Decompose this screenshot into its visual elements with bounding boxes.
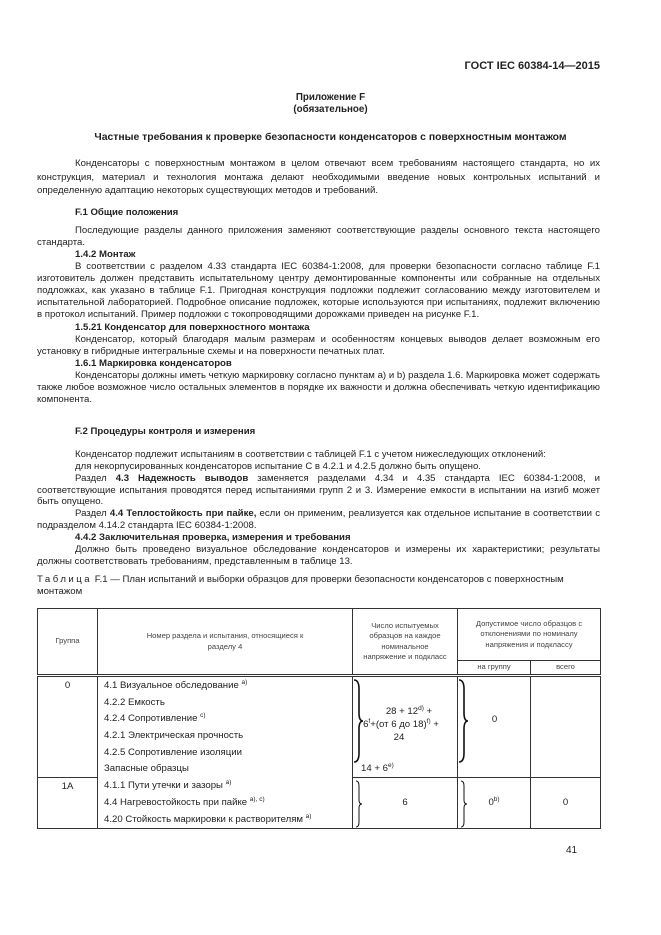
f1-heading-block	[37, 207, 600, 219]
test-plan-table	[37, 608, 601, 829]
bold-text: 4.3 Надежность выводов	[115, 472, 249, 484]
test-item	[98, 727, 353, 744]
appendix-title: Приложение F	[295, 92, 366, 103]
paragraph: Конденсаторы должны иметь четкую маркировку согласно пунктам a) и b) раздела 1.6. Маркировка может содержать также любое возможное число остальных элементов в порядке их важности и должна обеспечивать четкую идентификацию компонента.	[37, 369, 600, 405]
samples-line	[363, 705, 455, 718]
f2-heading-block	[37, 426, 600, 438]
per-group-cell	[458, 676, 531, 778]
subsection-heading: 1.6.1 Маркировка конденсаторов	[75, 357, 232, 369]
text: Раздел	[75, 472, 116, 484]
test-name: 4.2.2 Емкость	[104, 696, 165, 708]
footnote-ref: e)	[387, 761, 394, 769]
paragraph: Последующие разделы данного приложения заменяют соответствующие разделы основного текста настоящего стандарта.	[37, 225, 600, 249]
test-item	[98, 744, 353, 761]
total-cell	[531, 676, 601, 778]
paragraph	[37, 508, 600, 532]
per-group-value: 0	[491, 714, 498, 725]
test-name: 4.1 Визуальное обследование	[104, 679, 239, 691]
text: +	[423, 706, 433, 717]
text: Раздел	[75, 508, 110, 520]
table-caption	[37, 574, 600, 598]
footnote-ref: a), c)	[249, 795, 265, 803]
section-heading-f2: F.2 Процедуры контроля и измерения	[75, 426, 256, 437]
spare-value	[361, 763, 394, 774]
test-item	[98, 811, 353, 829]
header-section-text: Номер раздела и испытания, относящиеся к разделу 4	[146, 631, 304, 651]
test-name: 4.20 Стойкость маркировки к растворителям	[104, 814, 303, 826]
header-samples	[353, 609, 458, 676]
test-name: 4.2.4 Сопротивление	[104, 713, 198, 725]
bold-text: 4.4 Теплостойкость при пайке,	[109, 508, 257, 520]
header-allowed-text: Допустимое число образцов с отклонениями по номиналу напряжения и подклассу	[475, 618, 583, 649]
test-item	[98, 760, 353, 777]
page-number: 41	[566, 845, 578, 856]
paragraph: В соответствии с разделом 4.33 стандарта IEC 60384-1:2008, для проверки безопасности согласно таблице F.1 изготовитель должен представить испытательному центру демонтированные компоненты или собранные на отдельных подложках, как указано в таблице F.1. Пригодная конструкция подложки подлежит согласованию между изготовителем и испытательной лабораторией. Подробное описание подложек, которые используются при испытаниях, подлежит включению в протокол испытаний. Пример подложки с токопроводящими дорожками приведен на рисунке F.1.	[37, 261, 600, 321]
footnote-ref: c)	[200, 712, 206, 720]
group-cell: 0	[38, 676, 98, 778]
intro-block	[37, 157, 600, 198]
appendix-status: (обязательное)	[293, 104, 368, 115]
text: 6	[363, 719, 369, 730]
brace-icon	[355, 780, 363, 828]
header-allowed	[458, 609, 601, 661]
text: 28 + 12	[385, 706, 419, 717]
paragraph	[37, 473, 600, 509]
text: +	[430, 719, 439, 730]
text: заменяется разделами 4.34 и 4.35 стандарта IEC 60384-1:2008, и соответствующие испытания проводятся перед испытаниями групп 2 и 3. Измерение емкости в испытании на изгиб может быть опущено.	[37, 472, 601, 508]
samples-value	[363, 705, 455, 744]
footnote-ref: a)	[241, 678, 248, 686]
paragraph: Конденсатор подлежит испытаниям в соответствии с таблицей F.1 с учетом нижеследующих отклонений:	[75, 449, 546, 460]
document-id: ГОСТ IEC 60384-14—2015	[464, 60, 600, 72]
page-title: Частные требования к проверке безопасности конденсаторов с поверхностным монтажом	[94, 132, 567, 143]
footnote-ref: f	[368, 717, 371, 725]
section-heading-f1: F.1 Общие положения	[75, 207, 179, 218]
per-group-value: 0	[488, 797, 494, 809]
footnote-ref: f)	[426, 717, 431, 725]
footnote-ref: b)	[493, 796, 500, 804]
header-group: Группа	[38, 609, 98, 676]
test-name: Запасные образцы	[104, 763, 189, 775]
samples-cell	[353, 777, 458, 829]
subsection-heading: 4.4.2 Заключительная проверка, измерения и требования	[75, 531, 351, 543]
caption-label: Таблица	[37, 574, 93, 585]
test-name: 4.2.5 Сопротивление изоляции	[104, 746, 242, 758]
f2-content	[37, 449, 600, 567]
caption-text: F.1 — План испытаний и выборки образцов для проверки безопасности конденсаторов с поверхностным монтажом	[37, 574, 564, 597]
test-name: 4.2.1 Электрическая прочность	[104, 729, 244, 741]
subsection-heading: 1.4.2 Монтаж	[75, 249, 136, 261]
footnote-ref: a)	[225, 778, 232, 786]
test-item	[98, 676, 353, 694]
test-name: 4.1.1 Пути утечки и зазоры	[104, 780, 223, 792]
total-cell: 0	[531, 777, 601, 829]
header-section	[98, 609, 353, 676]
text: +(от 6 до 18)	[370, 719, 427, 730]
brace-icon	[460, 780, 468, 828]
subsection-heading: 1.5.21 Конденсатор для поверхностного монтажа	[75, 321, 310, 333]
test-item	[98, 694, 353, 711]
intro-paragraph: Конденсаторы с поверхностным монтажом в целом отвечают всем требованиям настоящего стандарта, но их конструкция, материал и технология монтажа делают необходимыми введение новых контрольных испытаний и определенную адаптацию некоторых существующих методов и требований.	[37, 158, 600, 196]
test-name: 4.4 Нагревостойкость при пайке	[104, 797, 248, 809]
footnote-ref: a)	[305, 812, 312, 820]
appendix-heading	[0, 92, 661, 116]
paragraph: для некорпусированных конденсаторов испытание С в 4.2.1 и 4.2.5 должно быть опущено.	[75, 460, 481, 472]
samples-value: 6	[402, 797, 408, 809]
paragraph: Конденсатор, который благодаря малым размерам и особенностям концевых выводов делает возможным его установку в гибридные интегральные схемы и на поверхности печатных плат.	[37, 333, 600, 357]
test-item	[98, 777, 353, 794]
samples-line	[347, 718, 455, 731]
f1-content	[37, 225, 600, 406]
header-total: всего	[531, 661, 601, 676]
text: если он применим, реализуется как отдельное испытание в соответствии с подразделом 4.14.2 стандарта IEC 60384-1:2008.	[37, 508, 600, 532]
test-item	[98, 794, 353, 811]
footnote-ref: d)	[418, 704, 424, 712]
samples-cell	[353, 676, 458, 778]
paragraph: Должно быть проведено визуальное обследование конденсаторов и измерены их характеристики; результаты должны соответствовать требованиям, представленным в таблице 13.	[37, 543, 600, 567]
text: 14 + 6	[361, 763, 388, 774]
per-group-cell	[458, 777, 531, 829]
samples-line: 24	[393, 732, 405, 743]
header-samples-text: Число испытуемых образцов на каждое номинальное напряжение и подкласс	[363, 620, 447, 661]
test-item	[98, 710, 353, 727]
header-per-group: на группу	[458, 661, 531, 676]
group-cell: 1А	[38, 777, 98, 829]
